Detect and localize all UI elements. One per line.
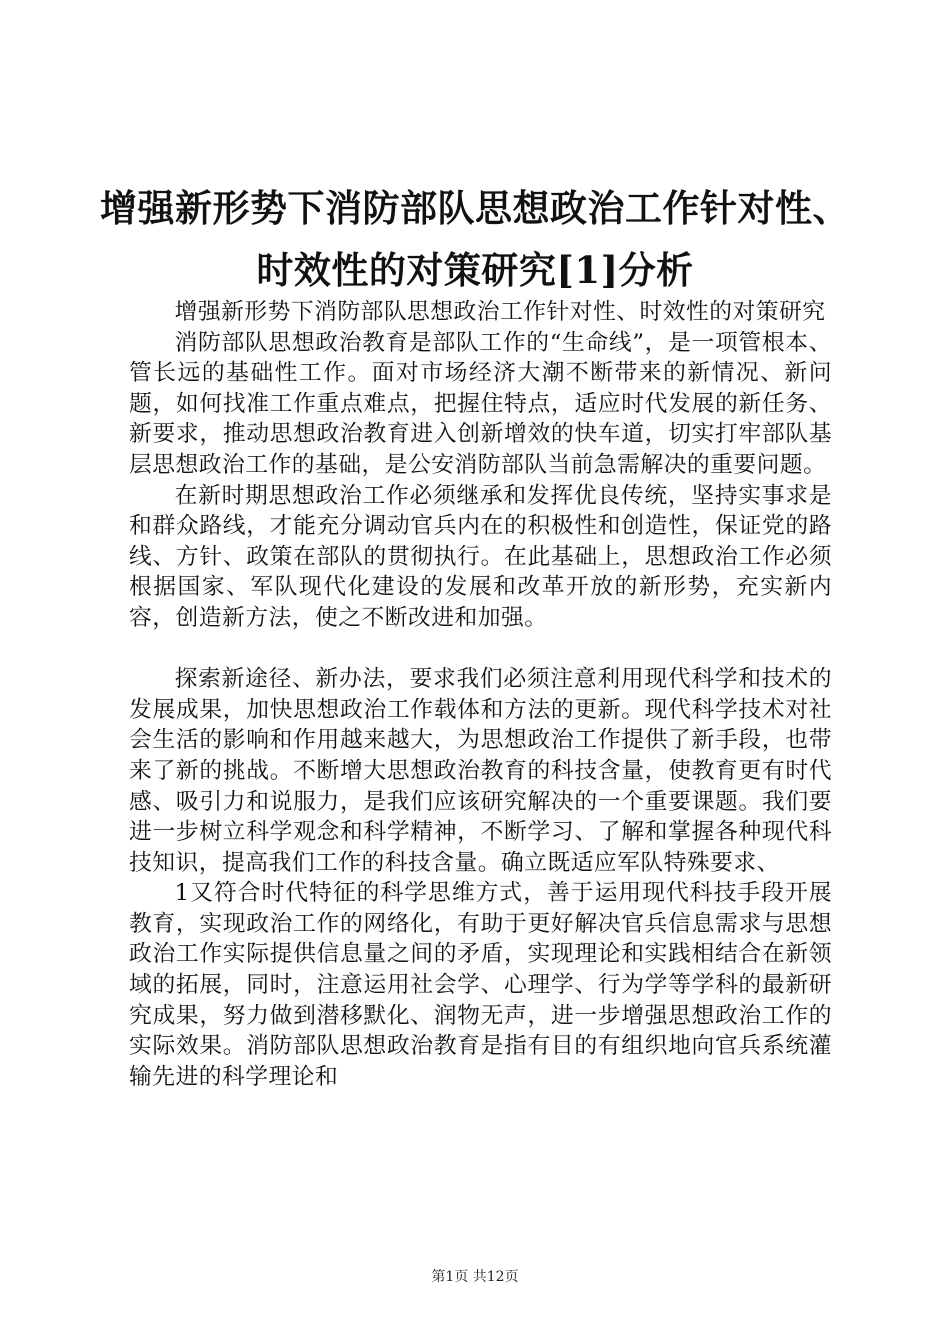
paragraph-new-methods: 探索新途径、新办法，要求我们必须注意利用现代科学和技术的发展成果，加快思想政治工作载体和方法的更新。现代科学技术对社会生活的影响和作用越来越大，为思想政治工作提供了新手段，也带来了新的挑战。不断增大思想政治教育的科技含量，使教育更有时代感、吸引力和说服力，是我们应该研究解决的一个重要课题。我们要进一步树立科学观念和科学精神，不断学习、了解和掌握各种现代科技知识，提高我们工作的科技含量。确立既适应军队特殊要求、	[129, 666, 832, 876]
paragraph-intro: 消防部队思想政治教育是部队工作的“生命线”，是一项管根本、管长远的基础性工作。面对市场经济大潮不断带来的新情况、新问题，如何找准工作重点难点，把握住特点，适应时代发展的新任务、新要求，推动思想政治教育进入创新增效的快车道，切实打牢部队基层思想政治工作的基础，是公安消防部队当前急需解决的重要问题。	[129, 329, 832, 478]
page-number-footer: 第1页 共12页	[431, 1269, 519, 1285]
paragraph-scientific-thinking: 1又符合时代特征的科学思维方式，善于运用现代科技手段开展教育，实现政治工作的网络化，有助于更好解决官兵信息需求与思想政治工作实际提供信息量之间的矛盾，实现理论和实践相结合在新领域的拓展，同时，注意运用社会学、心理学、行为学等学科的最新研究成果，努力做到潜移默化、润物无声，进一步增强思想政治工作的实际效果。消防部队思想政治教育是指有目的有组织地向官兵系统灌输先进的科学理论和	[129, 880, 832, 1090]
paragraph-subtitle: 增强新形势下消防部队思想政治工作针对性、时效性的对策研究	[174, 299, 826, 325]
document-title-line-2: 时效性的对策研究[1]分析	[256, 248, 694, 292]
paragraph-tradition: 在新时期思想政治工作必须继承和发挥优良传统，坚持实事求是和群众路线，才能充分调动官兵内在的积极性和创造性，保证党的路线、方针、政策在部队的贯彻执行。在此基础上，思想政治工作必须根据国家、军队现代化建设的发展和改革开放的新形势，充实新内容，创造新方法，使之不断改进和加强。	[129, 482, 832, 631]
document-title-line-1: 增强新形势下消防部队思想政治工作针对性、	[100, 186, 850, 230]
paragraph-spacer	[129, 634, 832, 665]
document-body	[129, 297, 832, 1092]
